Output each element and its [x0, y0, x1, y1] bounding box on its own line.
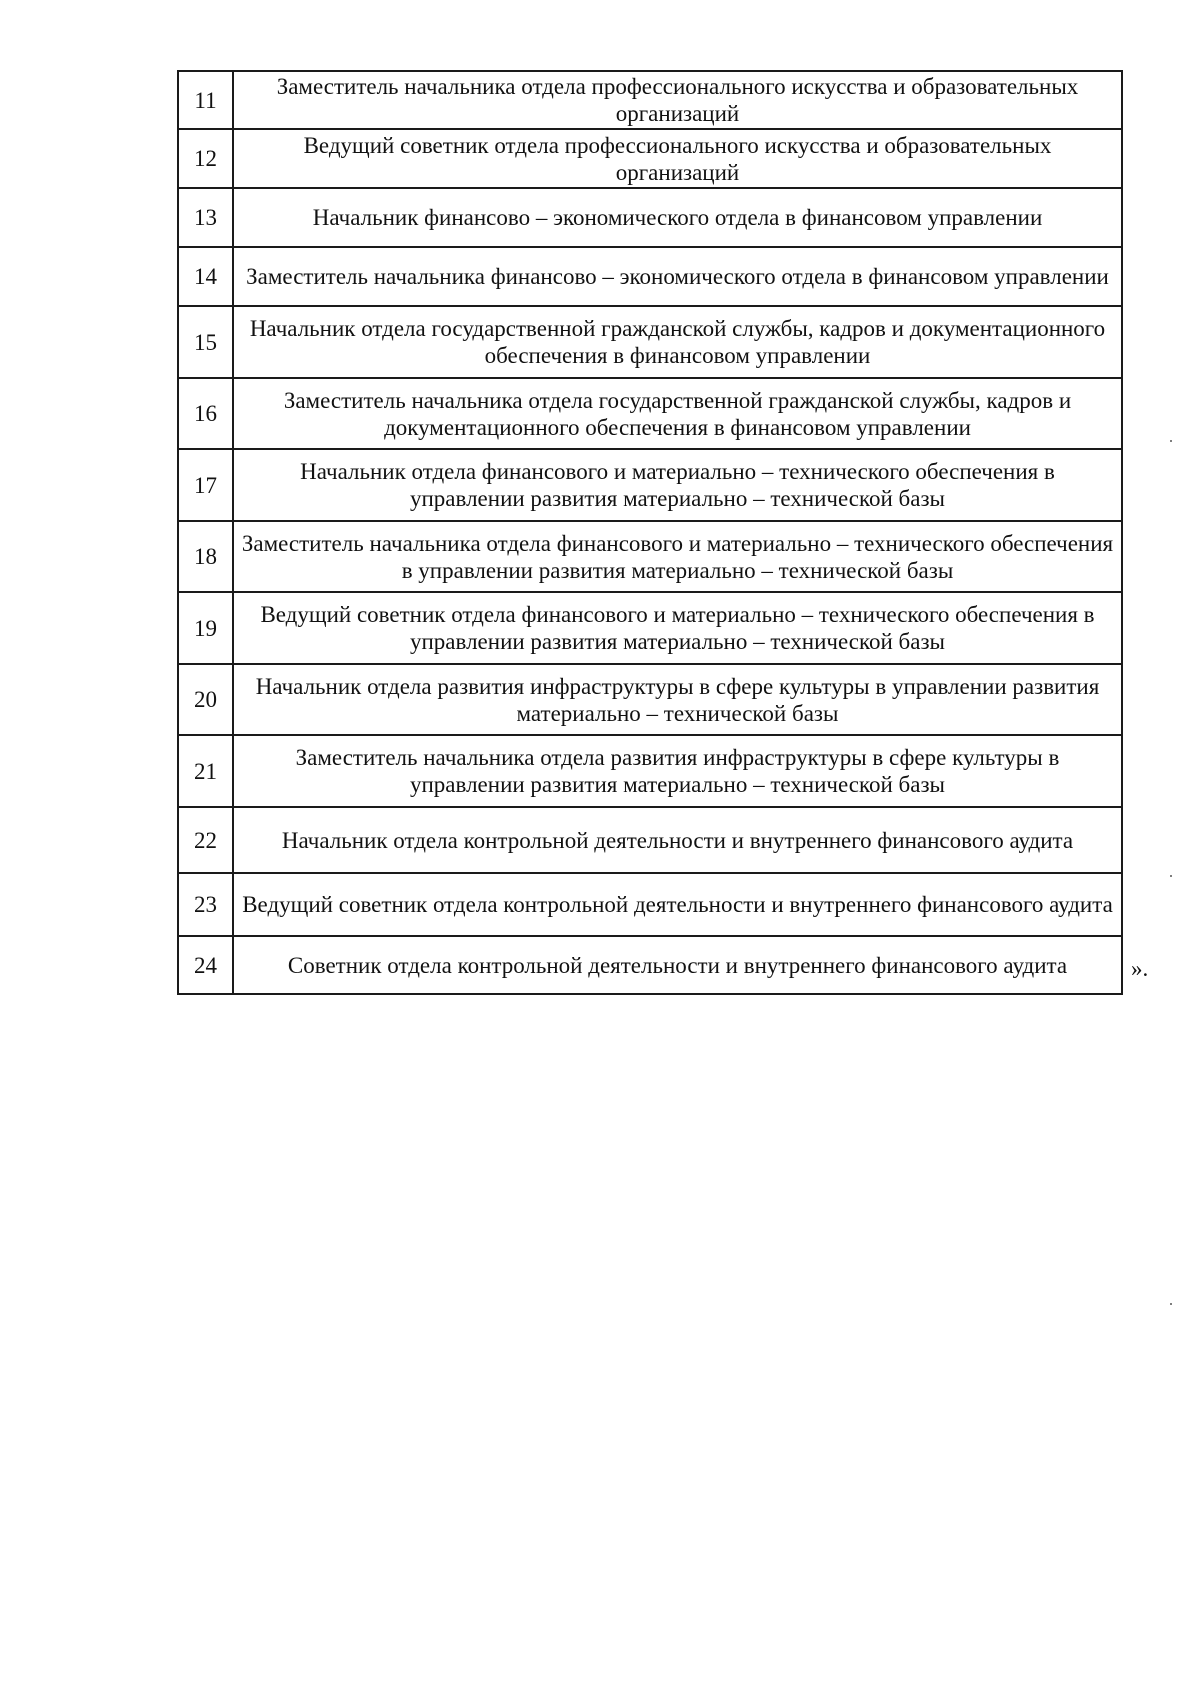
- table-row: [178, 129, 1122, 188]
- position-title: Начальник отдела развития инфраструктуры в сфере культуры в управлении развития материально – технической базы: [233, 664, 1122, 735]
- row-number: 11: [178, 71, 233, 129]
- table-row: [178, 449, 1122, 521]
- row-number: 15: [178, 306, 233, 378]
- table-row: [178, 735, 1122, 807]
- position-title: Начальник отдела государственной гражданской службы, кадров и документационного обеспечения в финансовом управлении: [233, 306, 1122, 378]
- table-row: [178, 592, 1122, 664]
- table-row: [178, 521, 1122, 592]
- table-row: [178, 873, 1122, 936]
- table-row: [178, 188, 1122, 247]
- position-title: Ведущий советник отдела профессионального искусства и образовательных организаций: [233, 129, 1122, 188]
- row-number: 20: [178, 664, 233, 735]
- scan-speck: [1170, 1303, 1172, 1305]
- position-title: Заместитель начальника финансово – экономического отдела в финансовом управлении: [233, 247, 1122, 306]
- scan-speck: [1170, 440, 1172, 442]
- table-row: [178, 664, 1122, 735]
- table-row: [178, 807, 1122, 873]
- position-title: Заместитель начальника отдела финансового и материально – технического обеспечения в управлении развития материально – технической базы: [233, 521, 1122, 592]
- position-title: Заместитель начальника отдела профессионального искусства и образовательных организаций: [233, 71, 1122, 129]
- row-number: 21: [178, 735, 233, 807]
- row-number: 24: [178, 936, 233, 994]
- position-title: Начальник отдела контрольной деятельности и внутреннего финансового аудита: [233, 807, 1122, 873]
- row-number: 16: [178, 378, 233, 449]
- table-row: [178, 71, 1122, 129]
- row-number: 13: [178, 188, 233, 247]
- position-title: Ведущий советник отдела контрольной деятельности и внутреннего финансового аудита: [233, 873, 1122, 936]
- row-number: 18: [178, 521, 233, 592]
- table-row: [178, 247, 1122, 306]
- row-number: 23: [178, 873, 233, 936]
- row-number: 17: [178, 449, 233, 521]
- position-title: Советник отдела контрольной деятельности и внутреннего финансового аудита: [233, 936, 1122, 994]
- row-number: 22: [178, 807, 233, 873]
- position-title: Заместитель начальника отдела развития инфраструктуры в сфере культуры в управлении развития материально – технической базы: [233, 735, 1122, 807]
- scan-speck: [1170, 875, 1172, 877]
- position-title: Начальник финансово – экономического отдела в финансовом управлении: [233, 188, 1122, 247]
- table-row: [178, 306, 1122, 378]
- row-number: 12: [178, 129, 233, 188]
- table-row: [178, 378, 1122, 449]
- position-title: Заместитель начальника отдела государственной гражданской службы, кадров и документационного обеспечения в финансовом управлении: [233, 378, 1122, 449]
- closing-quote: ».: [1131, 956, 1149, 981]
- table-row: [178, 936, 1122, 994]
- position-title: Начальник отдела финансового и материально – технического обеспечения в управлении развития материально – технической базы: [233, 449, 1122, 521]
- row-number: 14: [178, 247, 233, 306]
- positions-table: [177, 70, 1123, 995]
- position-title: Ведущий советник отдела финансового и материально – технического обеспечения в управлении развития материально – технической базы: [233, 592, 1122, 664]
- row-number: 19: [178, 592, 233, 664]
